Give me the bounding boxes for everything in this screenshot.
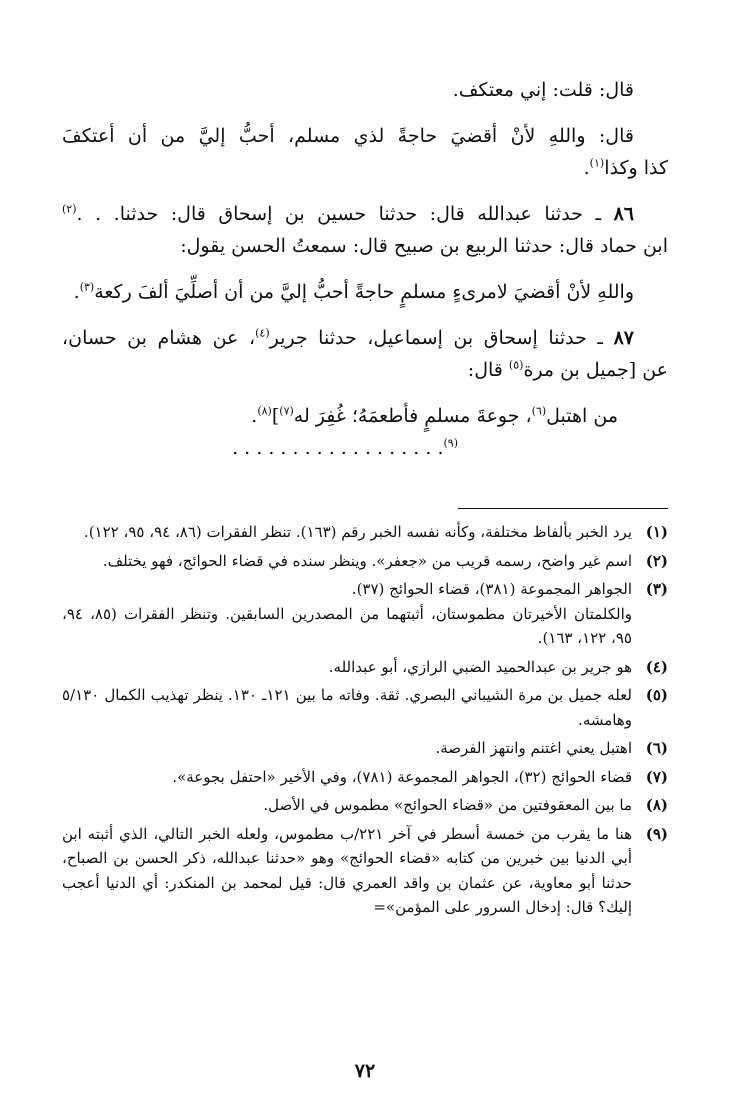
paragraph-87-cont: [62, 354, 668, 386]
footnote-9: [62, 822, 668, 920]
footnote-number: (١): [645, 523, 668, 541]
footnote-number: (٩): [645, 824, 668, 843]
footnote-3: [62, 577, 668, 651]
paragraph-86-cont: [62, 230, 668, 262]
footnote-text: هنا ما يقرب من خمسة أسطر في آخر ٢٢١/ب مطموس، ولعله الخبر التالي، الذي أثبته ابن أبي الدنيا بين خبرين من كتابه «قضاء الحوائج» وهو «حدثنا عبدالله، ذكر الحسن بن الصباح، حدثنا أبو معاوية، عن عثمان بن واقد العمري قال: قيل لمحمد بن المنكدر: أي الدنيا أعجب إليك؟ قال: إدخال السرور على المؤمن»=: [62, 824, 632, 916]
quote-87: [62, 400, 668, 432]
p3-text: كذا وكذا: [604, 157, 668, 179]
p6-text: واللهِ لأنْ أقضيَ لامرىءٍ مسلمٍ حاجةً أحبُّ إليَّ من أن أصلِّيَ ألفَ ركعة: [94, 281, 634, 303]
footnote-number: (٣): [645, 580, 668, 598]
footnote-text: ما بين المعقوفتين من «قضاء الحوائج» مطموس في الأصل.: [263, 796, 632, 814]
p9-text-a: من اهتبل: [546, 405, 618, 427]
footnote-number: (٧): [645, 767, 668, 786]
footnote-number: (٢): [645, 551, 668, 570]
ellipsis-dots: . . . . . . . . . . . . . . . . . .: [232, 437, 444, 459]
p4-text: ـ حدثنا عبدالله قال: حدثنا حسين بن إسحاق قال: حدثنا. . .: [76, 203, 614, 225]
footnote-number: (٥): [645, 686, 668, 704]
p2-text: قال: واللهِ لأنْ أقضيَ حاجةً لذي مسلم، أحبُّ إليَّ من أن أعتكفَ: [62, 125, 634, 147]
paragraph-87: [62, 322, 668, 354]
main-text: [62, 74, 668, 464]
footnote-5: [62, 683, 668, 732]
footnote-7: [62, 765, 668, 790]
paragraph-2: [62, 120, 668, 152]
p8-text-b: قال:: [467, 359, 509, 381]
footnote-text: يرد الخبر بألفاظ مختلفة، وكأنه نفسه الخبر رقم (١٦٣). تنظر الفقرات (٨٦، ٩٤، ٩٥، ١٢٢).: [83, 523, 632, 541]
elided-line: [62, 432, 668, 464]
p9-text-b: ، جوعةَ مسلمٍ فأطعمَهُ؛ غُفِرَ له: [293, 405, 532, 427]
footnote-ref-6: (٦): [531, 404, 547, 418]
p8-text-a: عن [جميل بن مرة: [523, 359, 668, 381]
p7-text-a: ـ حدثنا إسحاق بن إسماعيل، حدثنا جرير: [269, 327, 614, 349]
paragraph-86: [62, 198, 668, 230]
paragraph-1: [62, 74, 668, 106]
footnote-ref-9: (٩): [443, 436, 458, 450]
footnote-6: [62, 736, 668, 761]
quote-86: [62, 276, 668, 308]
footnote-ref-7: (٧): [279, 404, 294, 418]
footnote-ref-3: (٣): [79, 280, 95, 294]
footnote-ref-4: (٤): [255, 326, 270, 340]
p1-text: قال: قلت: إني معتكف.: [452, 79, 634, 101]
footnote-text: اسم غير واضح، رسمه قريب من «جعفر». وينظر سنده في قضاء الحوائج، فهو يختلف.: [102, 551, 632, 570]
footnote-ref-8: (٨): [257, 404, 272, 418]
footnote-text-line1: الجواهر المجموعة (٣٨١)، قضاء الحوائج (٣٧).: [351, 580, 632, 598]
p3-end: .: [583, 157, 590, 179]
paragraph-2-cont: [62, 152, 668, 184]
footnote-4: [62, 655, 668, 680]
footnote-ref-1: (١): [589, 156, 605, 170]
footnote-text-line2: والكلمتان الأخيرتان مطموستان، أثبتهما من المصدرين السابقين. وتنظر الفقرات (٨٥، ٩٤، ٩٥، ١٢٢، ١٦٣).: [62, 604, 633, 647]
p7-text-b: ، عن هشام بن حسان،: [62, 327, 256, 349]
footnote-ref-2: (٢): [62, 202, 77, 216]
footnote-text: اهتبل يعني اغتنم وانتهز الفرصة.: [435, 739, 632, 757]
footnote-2: [62, 549, 668, 574]
p9-text-c: ]: [271, 405, 280, 427]
hadith-number-87: ٨٧: [613, 327, 635, 349]
footnote-ref-5: (٥): [508, 358, 524, 372]
footnote-number: (٤): [645, 657, 668, 676]
footnote-text: قضاء الحوائج (٣٢)، الجواهر المجموعة (٧٨١)، وفي الأخير «احتفل بجوعة».: [172, 767, 632, 786]
p6-end: .: [73, 281, 80, 303]
footnote-1: [62, 520, 668, 545]
footnote-8: [62, 793, 668, 818]
book-page: [62, 0, 668, 1114]
footnote-text: [62, 577, 632, 651]
footnote-text: لعله جميل بن مرة الشيباني البصري. ثقة. وفاته ما بين ١٢١ـ ١٣٠. ينظر تهذيب الكمال ٥/١٣٠ وهامشه.: [62, 686, 632, 729]
hadith-number-86: ٨٦: [613, 203, 634, 225]
footnote-number: (٨): [645, 796, 668, 814]
footnote-number: (٦): [645, 739, 668, 757]
p5-text: ابن حماد قال: حدثنا الربيع بن صبيح قال: سمعتُ الحسن يقول:: [180, 235, 668, 257]
footnote-separator: [458, 508, 668, 509]
footnotes: [62, 520, 668, 924]
footnote-text: هو جرير بن عبدالحميد الضبي الرازي، أبو عبدالله.: [328, 657, 632, 676]
p9-end: .: [251, 405, 258, 427]
page-number: ٧٢: [354, 1060, 376, 1082]
